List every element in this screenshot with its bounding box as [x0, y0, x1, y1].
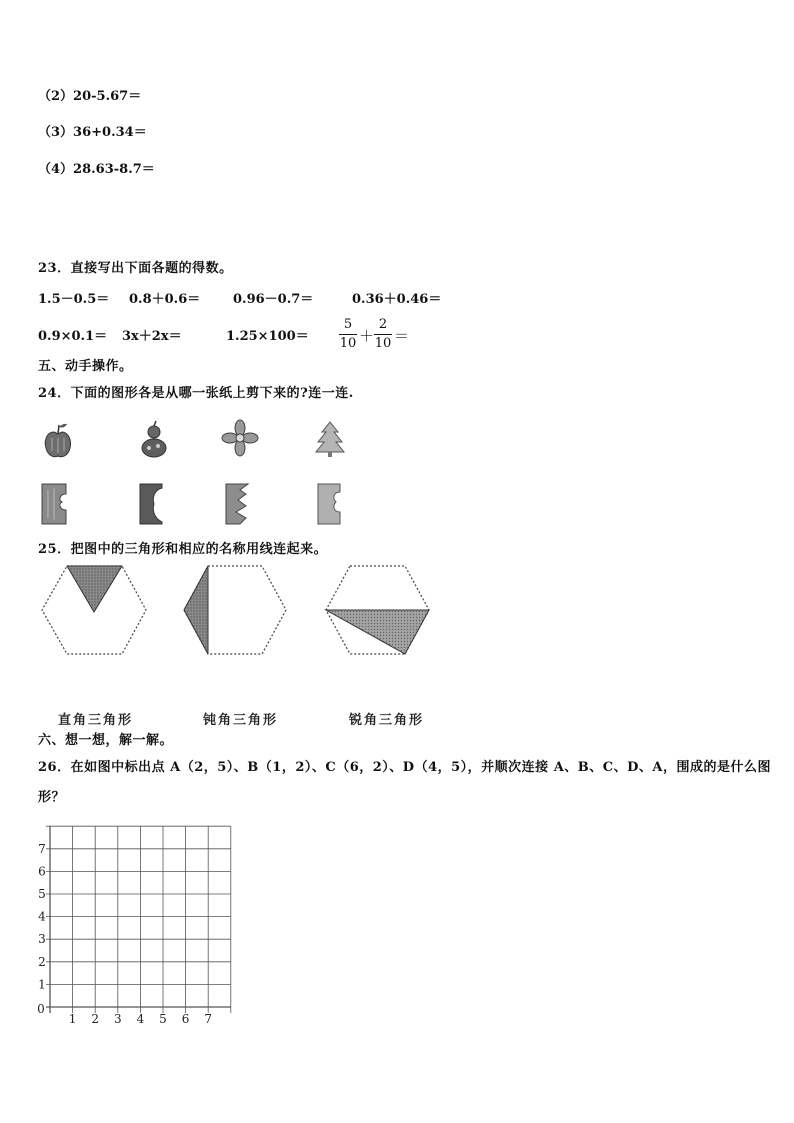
y-tick-label: 3 — [38, 932, 46, 947]
x-tick-label: 7 — [204, 1012, 213, 1025]
coordinate-grid — [36, 815, 246, 1025]
fraction-b-denominator: 10 — [374, 336, 392, 351]
item-4: （4）28.63-8.7＝ — [38, 162, 155, 177]
fraction-a-numerator: 5 — [343, 317, 353, 332]
x-tick-label: 5 — [159, 1012, 167, 1025]
q23-expr-7: 1.25×100＝ — [226, 329, 309, 344]
q23-title: 23．直接写出下面各题的得数。 — [38, 261, 233, 276]
fraction-a-denominator: 10 — [339, 336, 357, 351]
y-tick-label: 7 — [38, 841, 46, 856]
q26-question-line-1: 26．在如图中标出点 A（2，5）、B（1，2）、C（6，2）、D（4，5），并顺次连接 A、B、C、D、A，围成的是什么图 — [38, 760, 771, 775]
label-obtuse-triangle: 钝角三角形 — [203, 713, 279, 728]
label-acute-triangle: 锐角三角形 — [349, 713, 425, 728]
label-right-triangle: 直角三角形 — [58, 713, 134, 728]
fraction-b-numerator: 2 — [378, 317, 388, 332]
fraction-plus: ＋ — [359, 327, 375, 345]
fraction-equals: ＝ — [394, 327, 410, 345]
y-tick-label: 1 — [38, 977, 46, 992]
hexagon-3 — [326, 566, 429, 654]
cut-paper-3 — [226, 484, 248, 524]
y-tick-label: 6 — [38, 864, 46, 879]
q23-expr-5: 0.9×0.1＝ — [38, 329, 108, 344]
x-tick-label: 6 — [181, 1012, 190, 1025]
hexagon-1 — [42, 566, 146, 654]
item-3: （3）36+0.34＝ — [38, 125, 147, 140]
q24-shapes — [40, 418, 370, 530]
fraction-b — [372, 317, 394, 352]
flower-icon — [222, 420, 258, 456]
q25-title: 25．把图中的三角形和相应的名称用线连起来。 — [38, 542, 328, 557]
hexagon-2 — [184, 566, 286, 654]
section-5-title: 五、动手操作。 — [38, 359, 133, 374]
origin-label: 0 — [37, 1002, 45, 1016]
q24-title: 24．下面的图形各是从哪一张纸上剪下来的?连一连. — [38, 386, 354, 401]
tree-icon — [316, 422, 344, 457]
y-tick-label: 5 — [38, 887, 46, 901]
q26-question-line-2: 形？ — [38, 790, 66, 805]
x-tick-label: 1 — [68, 1012, 77, 1025]
q23-expr-2: 0.8＋0.6＝ — [129, 292, 201, 307]
q25-hexagons — [40, 562, 440, 662]
gourd-icon — [142, 421, 166, 457]
x-tick-label: 2 — [91, 1012, 100, 1025]
x-tick-label: 3 — [113, 1012, 122, 1025]
q23-expr-6: 3x＋2x＝ — [122, 329, 182, 344]
cut-paper-1 — [42, 484, 66, 524]
q23-expr-1: 1.5－0.5＝ — [38, 292, 110, 307]
q23-expr-4: 0.36＋0.46＝ — [352, 292, 442, 307]
x-tick-label: 4 — [136, 1012, 145, 1025]
cut-paper-4 — [318, 484, 340, 524]
section-6-title: 六、想一想，解一解。 — [38, 733, 174, 748]
item-2: （2）20-5.67＝ — [38, 89, 142, 104]
cut-paper-2 — [140, 484, 162, 524]
q23-expr-3: 0.96－0.7＝ — [233, 292, 314, 307]
y-tick-label: 4 — [38, 909, 46, 924]
fraction-a — [337, 317, 359, 352]
apple-icon — [45, 424, 70, 457]
y-tick-label: 2 — [38, 954, 46, 969]
